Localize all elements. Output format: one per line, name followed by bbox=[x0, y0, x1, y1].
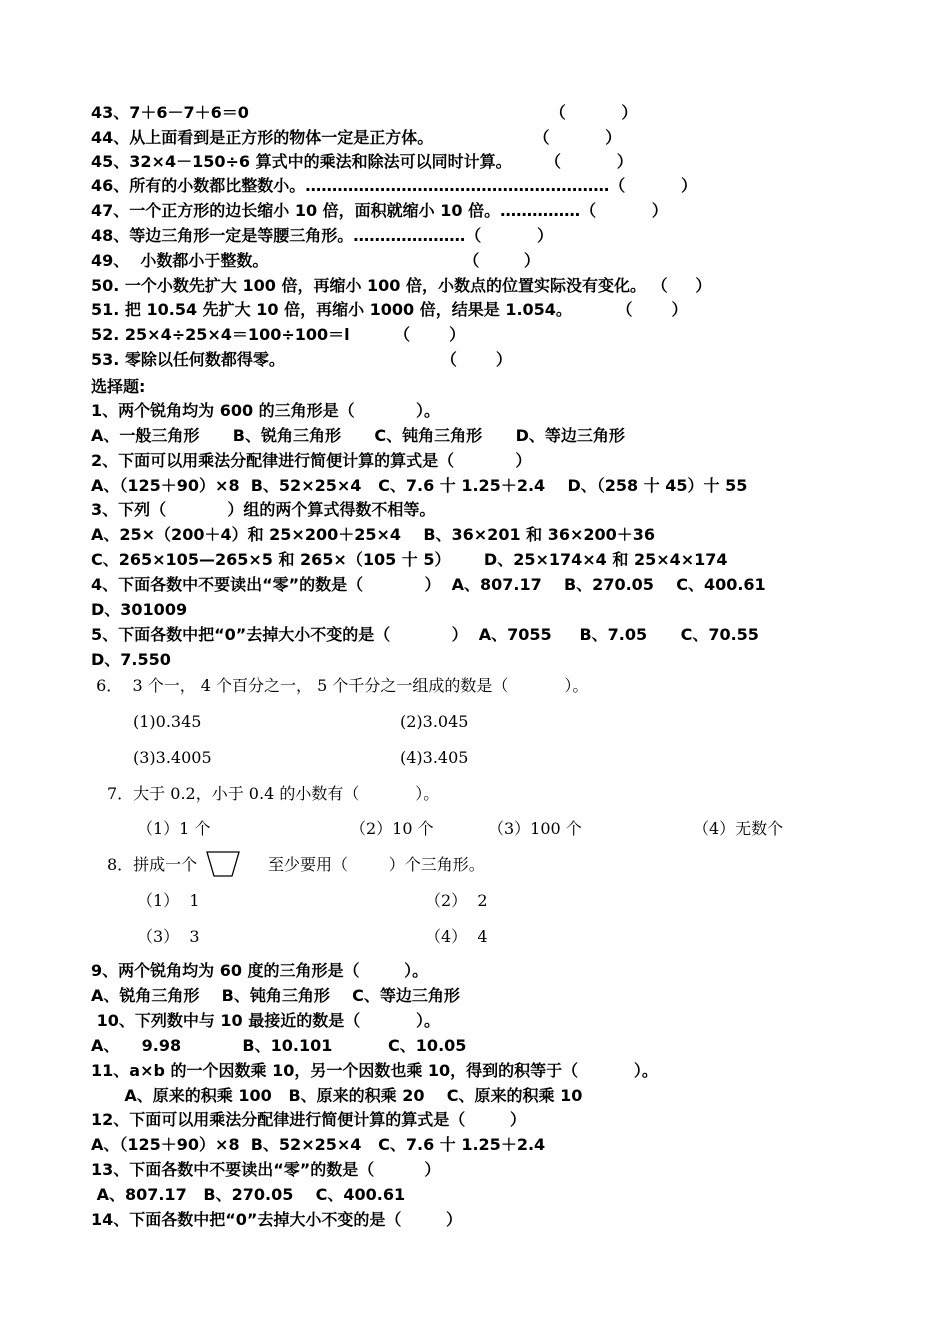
choice-q9: 9、两个锐角均为 60 度的三角形是（ ）。 bbox=[91, 961, 429, 980]
choice-q12: 12、下面可以用乘法分配律进行简便计算的算式是（ ） bbox=[91, 1110, 526, 1129]
choice-q7-option-2: （2）10 个 bbox=[350, 819, 434, 838]
choice-q3-options-a: A、25×（200＋4）和 25×200＋25×4 B、36×201 和 36×200＋36 bbox=[91, 525, 656, 544]
choice-q8-option-4: （4） 4 bbox=[425, 927, 488, 946]
choice-q5: 5、下面各数中把“0”去掉大小不变的是（ ） A、7055 B、7.05 C、70.55 bbox=[91, 625, 759, 644]
choice-q11: 11、a×b 的一个因数乘 10，另一个因数也乘 10，得到的积等于（ ）。 bbox=[91, 1061, 658, 1080]
choice-q6-option-2: (2)3.045 bbox=[400, 712, 469, 731]
choice-q7: 7．大于 0.2，小于 0.4 的小数有（ ）。 bbox=[107, 784, 440, 803]
choice-q9-options: A、锐角三角形 B、钝角三角形 C、等边三角形 bbox=[91, 986, 460, 1005]
choice-q8-option-3: （3） 3 bbox=[137, 927, 200, 946]
choice-q6-option-4: (4)3.405 bbox=[400, 748, 469, 767]
judgment-48: 48、等边三角形一定是等腰三角形。…………………（ ） bbox=[91, 226, 553, 245]
choice-q10: 10、下列数中与 10 最接近的数是（ ）。 bbox=[91, 1011, 440, 1030]
judgment-52: 52. 25×4÷25×4＝100÷100＝l （ ） bbox=[91, 325, 466, 344]
judgment-43: 43、7＋6－7＋6＝0 （ ） bbox=[91, 103, 638, 122]
choice-q6-option-1: (1)0.345 bbox=[133, 712, 202, 731]
choice-q13-options: A、807.17 B、270.05 C、400.61 bbox=[91, 1185, 406, 1204]
judgment-47: 47、一个正方形的边长缩小 10 倍，面积就缩小 10 倍。……………（ ） bbox=[91, 201, 668, 220]
judgment-44: 44、从上面看到是正方形的物体一定是正方体。 （ ） bbox=[91, 128, 622, 147]
choice-q7-option-3: （3）100 个 bbox=[488, 819, 582, 838]
choice-q7-option-1: （1）1 个 bbox=[137, 819, 211, 838]
choice-q8-text-end: 至少要用（ ）个三角形。 bbox=[268, 855, 485, 874]
choice-q1: 1、两个锐角均为 600 的三角形是（ ）。 bbox=[91, 401, 440, 420]
choice-q3: 3、下列（ ）组的两个算式得数不相等。 bbox=[91, 500, 436, 519]
judgment-49: 49、 小数都小于整数。 （ ） bbox=[91, 251, 540, 270]
choice-q1-options: A、一般三角形 B、锐角三角形 C、钝角三角形 D、等边三角形 bbox=[91, 426, 625, 445]
choice-q2: 2、下面可以用乘法分配律进行简便计算的算式是（ ） bbox=[91, 451, 532, 470]
choice-q8-option-2: （2） 2 bbox=[425, 891, 488, 910]
choice-q3-options-b: C、265×105—265×5 和 265×（105 十 5） D、25×174×4 和 25×4×174 bbox=[91, 550, 728, 569]
choice-q10-options: A、 9.98 B、10.101 C、10.05 bbox=[91, 1036, 467, 1055]
choice-q8-text-start: 8．拼成一个 bbox=[107, 855, 198, 874]
choice-q5-continued: D、7.550 bbox=[91, 650, 171, 669]
choice-q6-option-3: (3)3.4005 bbox=[133, 748, 212, 767]
choice-q11-options: A、原来的积乘 100 B、原来的积乘 20 C、原来的积乘 10 bbox=[91, 1086, 583, 1105]
choice-q2-options: A、（125＋90）×8 B、52×25×4 C、7.6 十 1.25＋2.4 D、（258 十 45）十 55 bbox=[91, 476, 748, 495]
choice-q4-continued: D、301009 bbox=[91, 600, 188, 619]
judgment-51: 51. 把 10.54 先扩大 10 倍，再缩小 1000 倍，结果是 1.054。 （ ） bbox=[91, 300, 688, 319]
choice-q6: 6． 3 个一， 4 个百分之一， 5 个千分之一组成的数是（ ）。 bbox=[91, 676, 589, 695]
choice-q13: 13、下面各数中不要读出“零”的数是（ ） bbox=[91, 1160, 441, 1179]
choice-q12-options: A、（125＋90）×8 B、52×25×4 C、7.6 十 1.25＋2.4 bbox=[91, 1135, 546, 1154]
choice-q7-option-4: （4）无数个 bbox=[693, 819, 784, 838]
judgment-45: 45、32×4－150÷6 算式中的乘法和除法可以同时计算。 （ ） bbox=[91, 152, 633, 171]
judgment-50: 50. 一个小数先扩大 100 倍，再缩小 100 倍，小数点的位置实际没有变化。 （ ） bbox=[91, 276, 712, 295]
choice-q14: 14、下面各数中把“0”去掉大小不变的是（ ） bbox=[91, 1210, 462, 1229]
judgment-53: 53. 零除以任何数都得零。 （ ） bbox=[91, 350, 512, 369]
judgment-46: 46、所有的小数都比整数小。…………………………………………………（ ） bbox=[91, 176, 697, 195]
trapezoid-shape-icon bbox=[206, 851, 240, 877]
section-title: 选择题: bbox=[91, 377, 146, 396]
choice-q4: 4、下面各数中不要读出“零”的数是（ ） A、807.17 B、270.05 C、400.61 bbox=[91, 575, 766, 594]
choice-q8-option-1: （1） 1 bbox=[137, 891, 200, 910]
